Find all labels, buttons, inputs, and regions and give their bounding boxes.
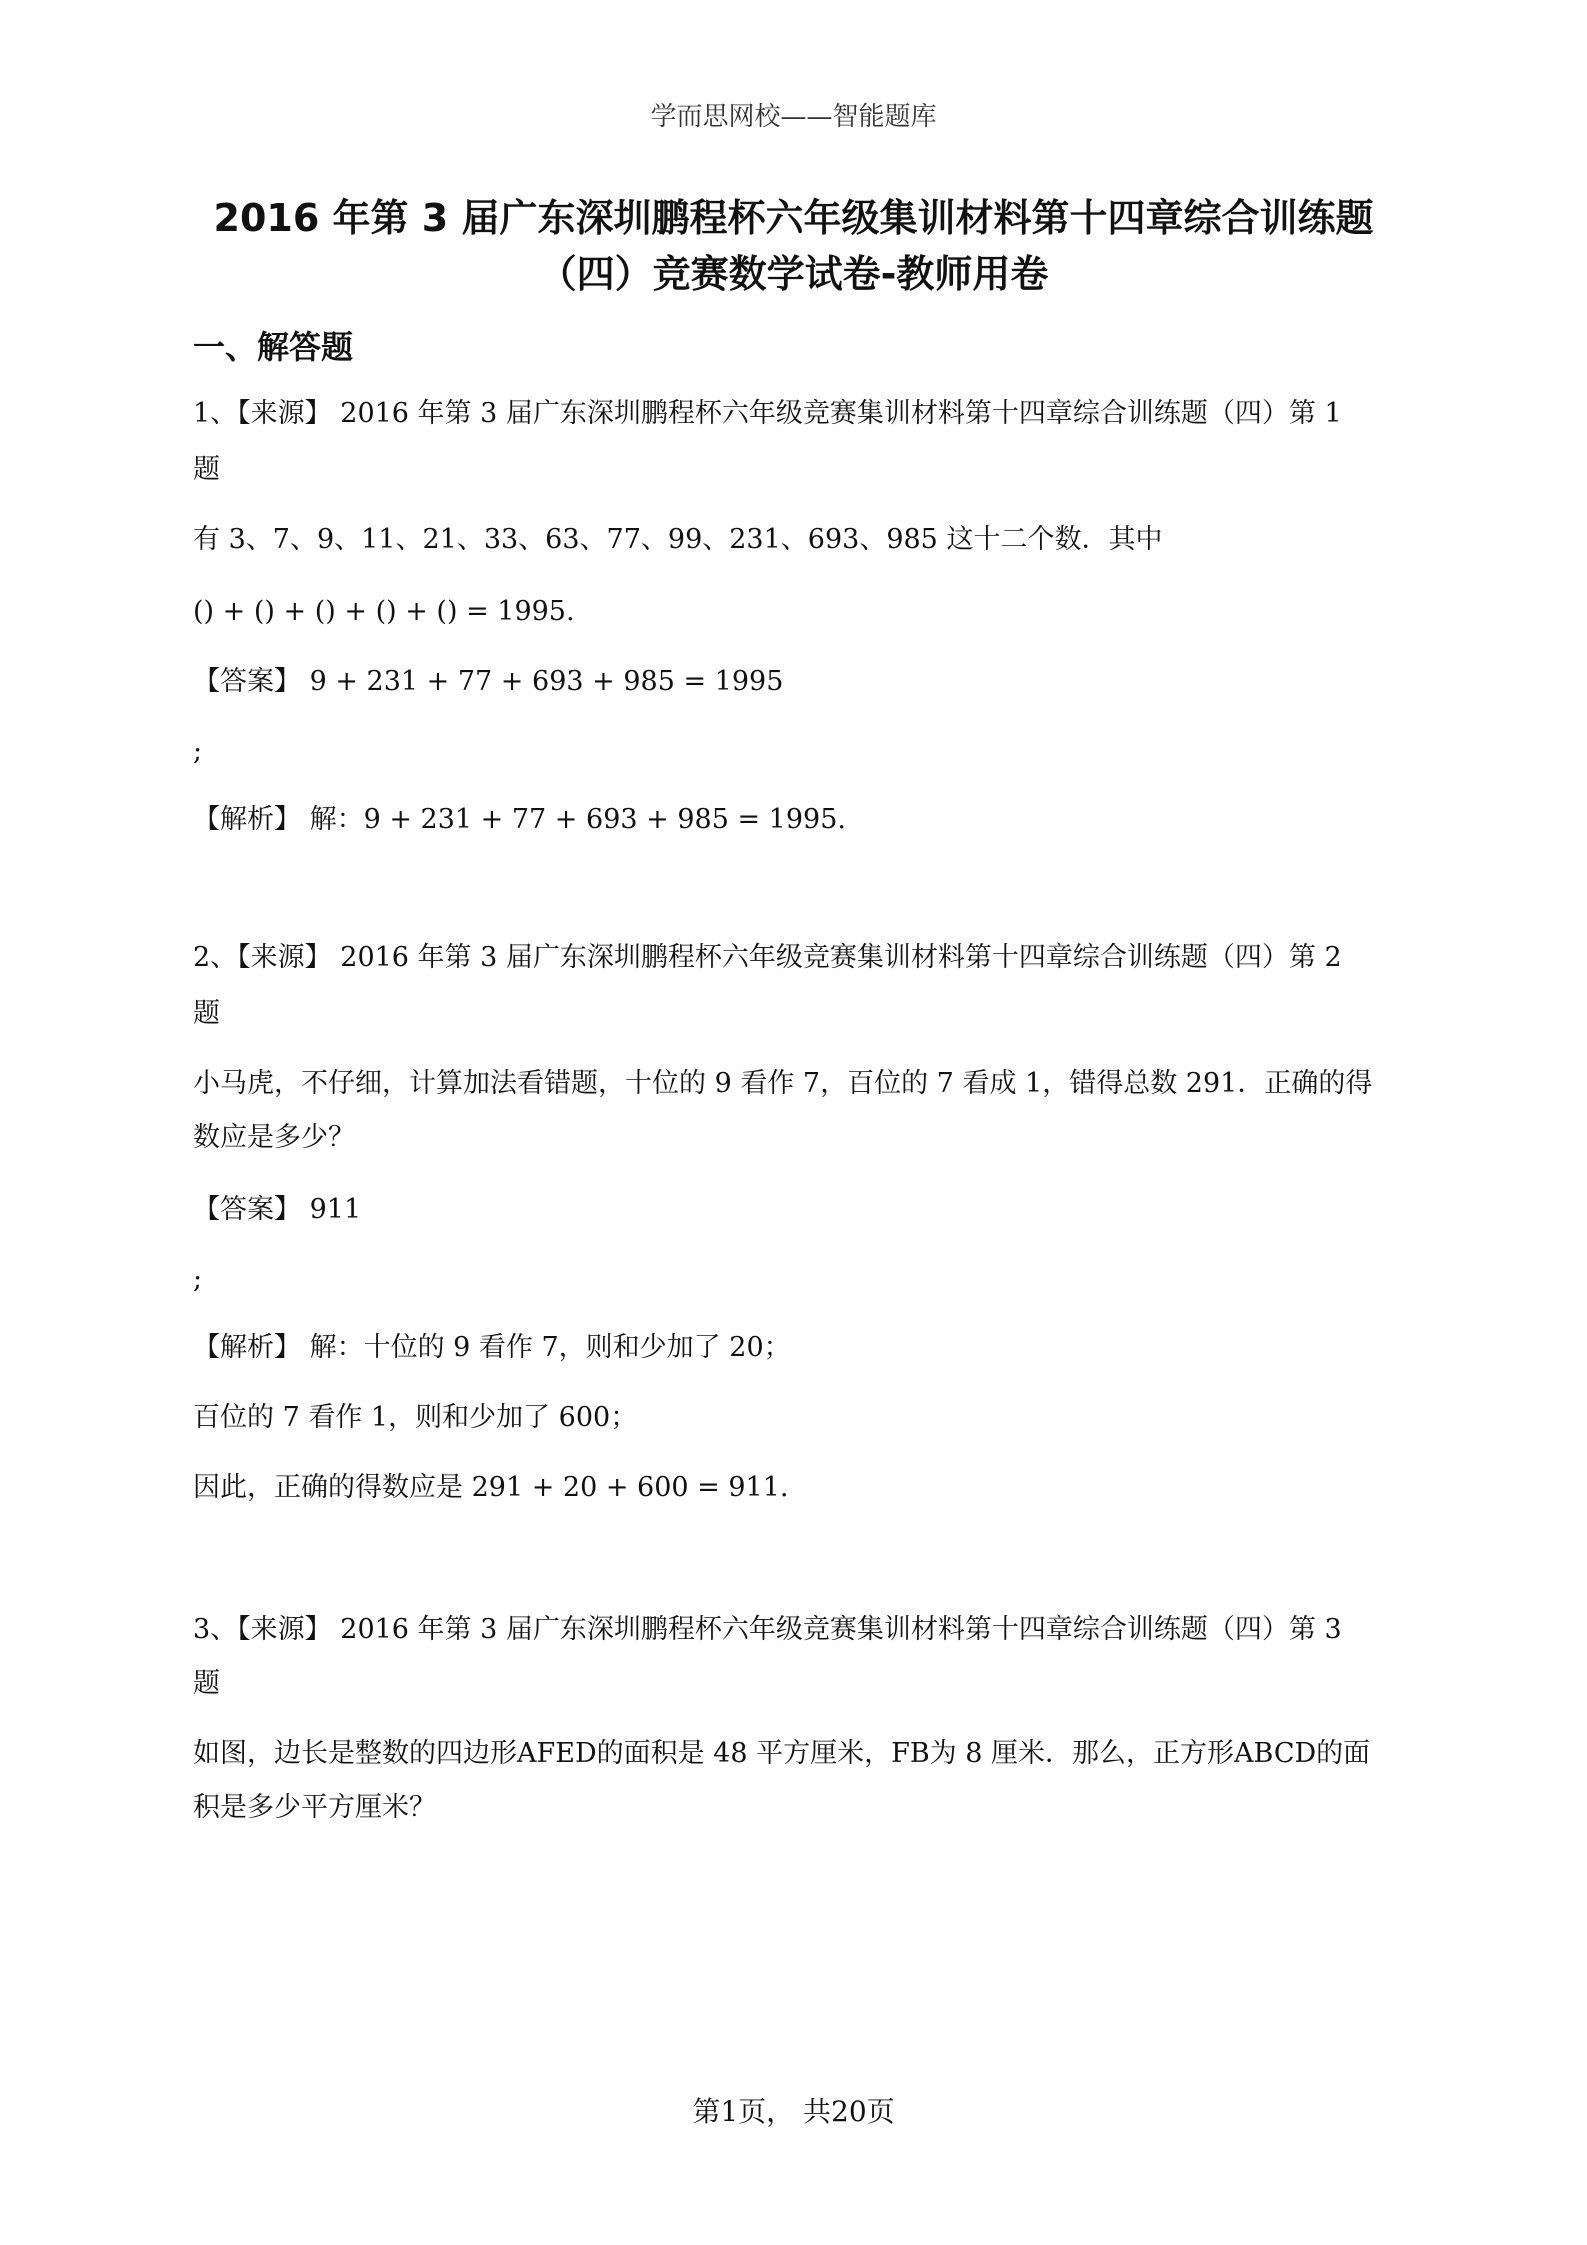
document-title [160,190,1427,302]
q3-stem-line-2: 积是多少平方厘米？ [193,1792,436,1823]
q2-analysis-line-1: 【解析】 解：十位的 9 看作 7，则和少加了 20； [193,1332,791,1363]
q3-source-line-1: 3、【来源】 2016 年第 3 届广东深圳鹏程杯六年级竞赛集训材料第十四章综合训练题（四）第 3 [193,1614,1342,1645]
q2-analysis-line-3: 因此，正确的得数应是 291 + 20 + 600 = 911. [193,1472,789,1503]
q2-answer: 【答案】 911 [193,1194,362,1225]
q1-analysis: 【解析】 解：9 + 231 + 77 + 693 + 985 = 1995. [193,804,846,835]
q1-stem-line-2: () + () + () + () + () = 1995. [193,596,575,627]
q2-separator: ; [193,1264,203,1295]
q1-source-line-1: 1、【来源】 2016 年第 3 届广东深圳鹏程杯六年级竞赛集训材料第十四章综合训练题（四）第 1 [193,398,1342,429]
q2-source-line-2: 题 [193,998,220,1029]
section-heading: 一、解答题 [193,328,354,366]
page-footer: 第1页， 共20页 [692,2095,895,2128]
title-line-1: 2016 年第 3 届广东深圳鹏程杯六年级集训材料第十四章综合训练题 [213,196,1374,240]
q1-stem-line-1: 有 3、7、9、11、21、33、63、77、99、231、693、985 这十二个数．其中 [193,524,1163,555]
page-header: 学而思网校——智能题库 [650,102,937,132]
q2-stem-line-2: 数应是多少？ [193,1122,355,1153]
q2-analysis-line-2: 百位的 7 看作 1，则和少加了 600； [193,1402,638,1433]
q1-answer: 【答案】 9 + 231 + 77 + 693 + 985 = 1995 [193,666,784,697]
title-line-2: （四）竞赛数学试卷-教师用卷 [538,252,1049,296]
q3-source-line-2: 题 [193,1668,220,1699]
q3-stem-line-1: 如图，边长是整数的四边形AFED的面积是 48 平方厘米，FB为 8 厘米．那么，正方形ABCD的面 [193,1738,1371,1769]
q2-source-line-1: 2、【来源】 2016 年第 3 届广东深圳鹏程杯六年级竞赛集训材料第十四章综合训练题（四）第 2 [193,942,1342,973]
q1-separator: ; [193,736,203,767]
q1-source-line-2: 题 [193,454,220,485]
q2-stem-line-1: 小马虎，不仔细，计算加法看错题，十位的 9 看作 7，百位的 7 看成 1，错得总数 291．正确的得 [193,1068,1373,1099]
